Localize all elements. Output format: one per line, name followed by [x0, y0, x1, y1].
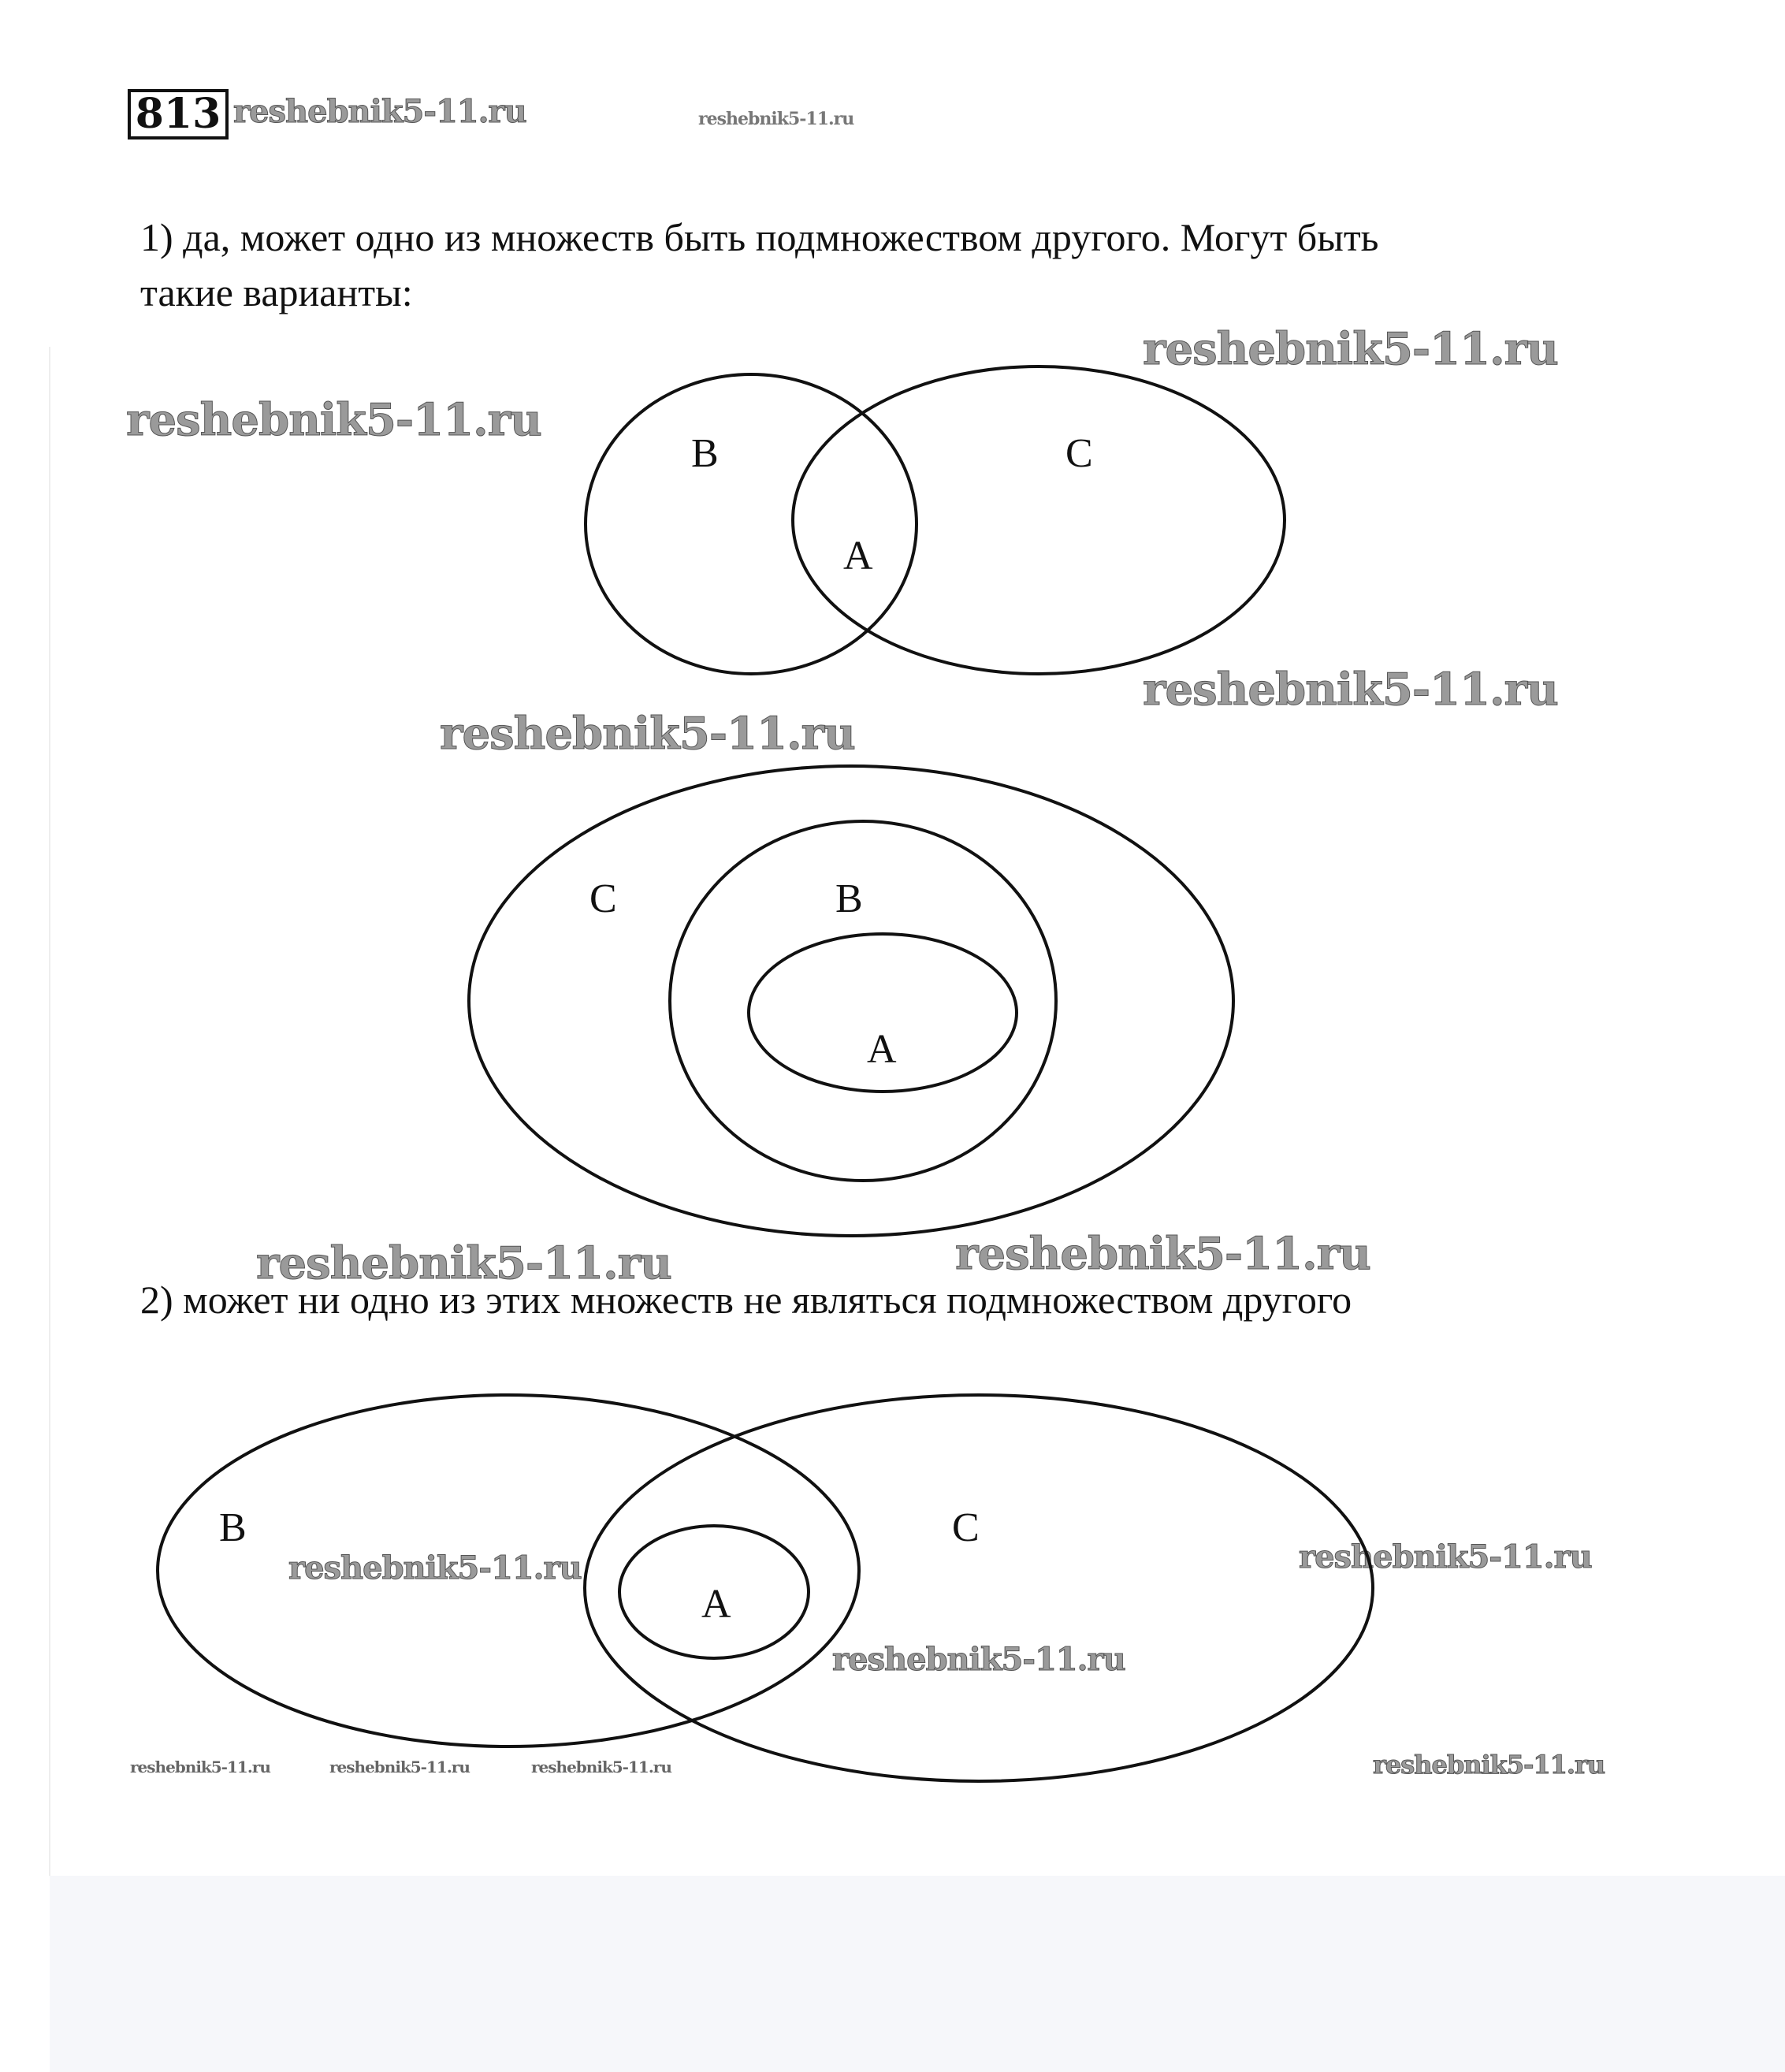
watermark: reshebnik5-11.ru: [832, 1641, 1125, 1678]
diagram2-set-b-ellipse: [670, 821, 1056, 1181]
watermark: reshebnik5-11.ru: [1143, 323, 1558, 375]
diagram2-label-b: B: [835, 876, 863, 921]
watermark: reshebnik5-11.ru: [955, 1228, 1370, 1280]
part1-text-line2: такие варианты:: [140, 270, 413, 314]
diagram3-label-b: B: [219, 1505, 247, 1550]
diagram2-label-c: C: [589, 876, 617, 921]
part2-text-line1: 2) может ни одно из этих множеств не являться подмножеством другого: [140, 1278, 1352, 1322]
watermark: reshebnik5-11.ru: [126, 394, 541, 446]
diagram-2: [469, 766, 1233, 1236]
watermark-footer: reshebnik5-11.ru: [130, 1758, 270, 1776]
watermark-footer: reshebnik5-11.ru: [531, 1758, 671, 1776]
diagram1-set-c-ellipse: [793, 366, 1285, 674]
watermark: reshebnik5-11.ru: [1299, 1538, 1592, 1575]
diagram-1: [586, 366, 1285, 674]
watermark: reshebnik5-11.ru: [440, 708, 855, 760]
watermark: reshebnik5-11.ru: [1143, 664, 1558, 716]
diagram1-label-b: B: [691, 431, 719, 476]
watermark-header-small: reshebnik5-11.ru: [698, 109, 854, 129]
diagram2-set-c-ellipse: [469, 766, 1233, 1236]
problem-number: 813: [128, 89, 229, 139]
watermark: reshebnik5-11.ru: [256, 1237, 671, 1289]
watermark-footer: reshebnik5-11.ru: [1373, 1750, 1605, 1780]
diagram-3: [158, 1395, 1373, 1781]
watermark-header: reshebnik5-11.ru: [233, 93, 526, 130]
diagram3-label-a: A: [701, 1582, 731, 1627]
diagram3-label-c: C: [952, 1505, 980, 1550]
part1-text-line1: 1) да, может одно из множеств быть подмножеством другого. Могут быть: [140, 215, 1379, 259]
watermark: reshebnik5-11.ru: [288, 1549, 582, 1587]
diagram2-label-a: A: [867, 1027, 897, 1072]
diagram1-label-a: A: [843, 534, 873, 578]
diagram1-label-c: C: [1065, 431, 1093, 476]
watermark-footer: reshebnik5-11.ru: [329, 1758, 470, 1776]
diagram3-set-b-ellipse: [158, 1395, 859, 1747]
